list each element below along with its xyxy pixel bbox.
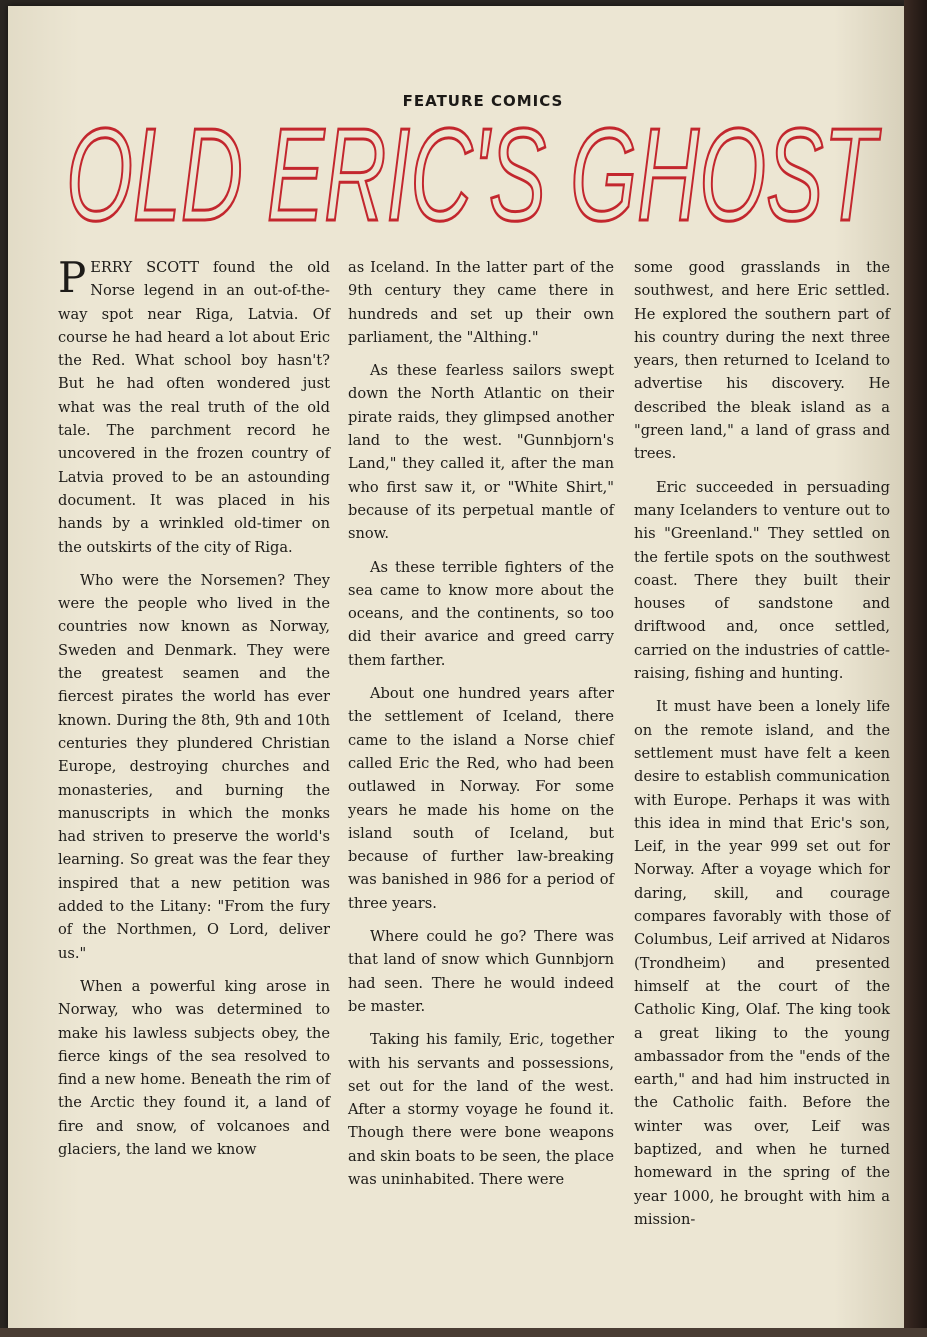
text-column-3	[634, 256, 890, 1241]
paragraph: Who were the Norsemen? They were the people who lived in the countries now known as Norway, Sweden and Denmark. They were the greatest seamen and the fiercest pirates the world has ever known. During the 8th, 9th and 10th centuries they plundered Christian Europe, destroying churches and monasteries, and burning the manuscripts in which the monks had striven to preserve the world's learning. So great was the fear they inspired that a new petition was added to the Litany: "From the fury of the Northmen, O Lord, deliver us."	[58, 571, 330, 962]
paragraph: as Iceland. In the latter part of the 9th century they came there in hundreds and set up their own parliament, the "Althing."	[348, 259, 614, 346]
paragraph: As these fearless sailors swept down the North Atlantic on their pirate raids, they glimpsed another land to the west. "Gunnbjorn's Land," they called it, after the man who first saw it, or "White Shirt," because of its perpetual mantle of snow.	[348, 362, 614, 543]
story-title-text: OLD ERIC'S GHOST	[66, 102, 882, 248]
paragraph: some good grasslands in the southwest, and here Eric settled. He explored the southern part of his country during the next three years, then returned to Iceland to advertise his discovery. He described the bleak island as a "green land," a land of grass and trees.	[634, 259, 890, 463]
paragraph: About one hundred years after the settlement of Iceland, there came to the island a Norse chief called Eric the Red, who had been outlawed in Norway. For some years he made his home on the island south of Iceland, but because of further law-breaking was banished in 986 for a period of three years.	[348, 685, 614, 912]
comic-page	[8, 6, 906, 1330]
page-edge-right	[904, 0, 927, 1337]
paragraph: Eric succeeded in persuading many Icelanders to venture out to his "Greenland." They settled on the fertile spots on the southwest coast. There they built their houses of sandstone and driftwood and, once settled, carried on the industries of cattle-raising, fishing and hunting.	[634, 478, 890, 683]
text-column-1	[58, 253, 330, 1171]
page-edge-bottom	[0, 1328, 927, 1337]
paragraph: As these terrible fighters of the sea came to know more about the oceans, and the continents, so too did their avarice and greed carry them farther.	[348, 558, 614, 669]
drop-cap: P	[58, 253, 87, 302]
paragraph: Taking his family, Eric, together with his servants and possessions, set out for the land of the west. After a stormy voyage he found it. Though there were bone weapons and skin boats to be seen, the place was uninhabited. There were	[348, 1031, 614, 1188]
paragraph: It must have been a lonely life on the remote island, and the settlement must have felt a keen desire to establish communication with Europe. Perhaps it was with this idea in mind that Eric's son, Leif, in the year 999 set out for Norway. After a voyage which for daring, skill, and courage compares favorably with those of Columbus, Leif arrived at Nidaros (Trondheim) and presented himself at the court of the Catholic King, Olaf. The king took a great liking to the young ambassador from the "ends of the earth," and had him instructed in the Catholic faith. Before the winter was over, Leif was baptized, and when he turned homeward in the spring of the year 1000, he brought with him a mission-	[634, 698, 890, 1228]
story-title	[56, 102, 886, 252]
paragraph: PERRY SCOTT found the old Norse legend in an out-of-the-way spot near Riga, Latvia. Of course he had heard a lot about Eric the Red. What school boy hasn't? But he had often wondered just what was the real truth of the old tale. The parchment record he uncovered in the frozen country of Latvia proved to be an astounding document. It was placed in his hands by a wrinkled old-timer on the outskirts of the city of Riga.	[58, 253, 330, 556]
paragraph: Where could he go? There was that land of snow which Gunnbjorn had seen. There he would indeed be master.	[348, 928, 614, 1015]
text-column-2	[348, 256, 614, 1201]
series-name: FEATURE COMICS	[402, 92, 564, 110]
paragraph: When a powerful king arose in Norway, who was determined to make his lawless subjects obey, the fierce kings of the sea resolved to find a new home. Beneath the rim of the Arctic they found it, a land of fire and snow, of volcanoes and glaciers, the land we know	[58, 977, 330, 1158]
